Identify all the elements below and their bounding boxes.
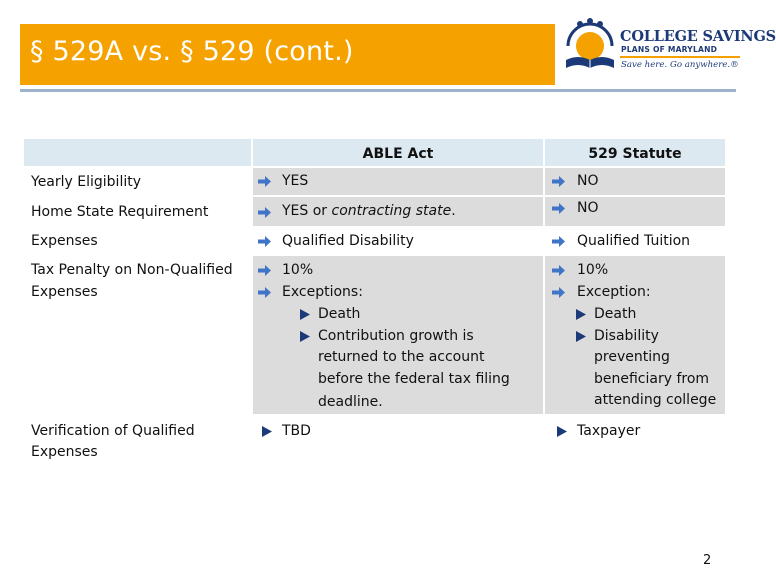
cell-529-verification — [545, 416, 725, 465]
arrow-bullet-icon — [552, 287, 565, 298]
row-label-expenses: Expenses — [24, 228, 251, 254]
529-verification-value: Taxpayer — [577, 423, 641, 439]
arrow-bullet-icon — [552, 176, 565, 187]
page-number: 2 — [703, 553, 712, 568]
tax-penalty-label-line2: Expenses — [31, 284, 98, 300]
arrow-bullet-icon — [552, 265, 565, 276]
529-yearly-value: NO — [577, 173, 599, 189]
cell-529-expenses — [545, 228, 725, 254]
arrow-bullet-icon — [552, 203, 565, 214]
cell-529-yearly — [545, 168, 725, 195]
triangle-bullet-icon — [300, 331, 310, 342]
slide-title: § 529A vs. § 529 (cont.) — [30, 36, 354, 67]
able-home-state-value — [282, 201, 456, 222]
row-label-yearly-eligibility: Yearly Eligibility — [24, 168, 251, 195]
row-label-tax-penalty — [24, 256, 251, 414]
529-exception-disability-line3: beneficiary from — [594, 371, 710, 387]
verification-label-line2: Expenses — [31, 444, 98, 460]
arrow-bullet-icon — [258, 287, 271, 298]
row-label-verification — [24, 416, 251, 465]
529-exception-disability-line2: preventing — [594, 349, 670, 365]
row-label-home-state: Home State Requirement — [24, 197, 251, 226]
able-home-state-prefix: YES or — [282, 203, 332, 219]
able-expenses-value: Qualified Disability — [282, 233, 414, 249]
529-exception-death: Death — [594, 306, 637, 322]
triangle-bullet-icon — [576, 331, 586, 342]
able-yearly-value: YES — [282, 173, 309, 189]
triangle-bullet-icon — [557, 426, 567, 437]
slide-title-bar — [20, 24, 555, 85]
logo-brand-subtitle: PLANS OF MARYLAND — [621, 45, 718, 54]
able-penalty-rate: 10% — [282, 262, 314, 278]
header-empty-cell — [24, 139, 251, 166]
529-home-state-value: NO — [577, 200, 599, 216]
529-penalty-rate: 10% — [577, 262, 609, 278]
logo-brand-name: COLLEGE SAVINGS — [620, 28, 776, 45]
able-verification-value: TBD — [282, 423, 311, 439]
529-exception-label: Exception: — [577, 284, 651, 300]
able-home-state-italic: contracting state — [331, 203, 452, 219]
able-exception-growth-line3: before the federal tax filing — [318, 371, 510, 387]
triangle-bullet-icon — [300, 309, 310, 320]
college-savings-logo — [560, 14, 776, 82]
able-exception-growth-line4: deadline. — [318, 394, 383, 410]
cell-529-tax-penalty — [545, 256, 725, 414]
logo-tagline: Save here. Go anywhere.® — [621, 60, 739, 70]
cell-able-verification — [253, 416, 543, 465]
arrow-bullet-icon — [258, 265, 271, 276]
529-expenses-value: Qualified Tuition — [577, 233, 691, 249]
title-underline — [20, 89, 736, 92]
arrow-bullet-icon — [258, 207, 271, 218]
arrow-bullet-icon — [552, 236, 565, 247]
cell-able-yearly — [253, 168, 543, 195]
cell-able-expenses — [253, 228, 543, 254]
able-home-state-suffix: . — [451, 203, 456, 219]
arrow-bullet-icon — [258, 176, 271, 187]
529-exception-disability-line4: attending college — [594, 392, 717, 408]
arrow-bullet-icon — [258, 236, 271, 247]
logo-rule — [620, 56, 740, 58]
cell-529-home-state — [545, 197, 725, 226]
cell-able-home-state — [253, 197, 543, 226]
header-529-statute: 529 Statute — [545, 139, 725, 166]
logo-emblem-icon — [560, 16, 620, 80]
verification-label-line1: Verification of Qualified — [31, 423, 195, 439]
cell-able-tax-penalty — [253, 256, 543, 414]
triangle-bullet-icon — [262, 426, 272, 437]
able-exception-growth-line1: Contribution growth is — [318, 328, 474, 344]
529-exception-disability-line1: Disability — [594, 328, 659, 344]
tax-penalty-label-line1: Tax Penalty on Non-Qualified — [31, 262, 233, 278]
able-exception-growth-line2: returned to the account — [318, 349, 485, 365]
able-exception-death: Death — [318, 306, 361, 322]
able-exceptions-label: Exceptions: — [282, 284, 363, 300]
header-able-act: ABLE Act — [253, 139, 543, 166]
triangle-bullet-icon — [576, 309, 586, 320]
